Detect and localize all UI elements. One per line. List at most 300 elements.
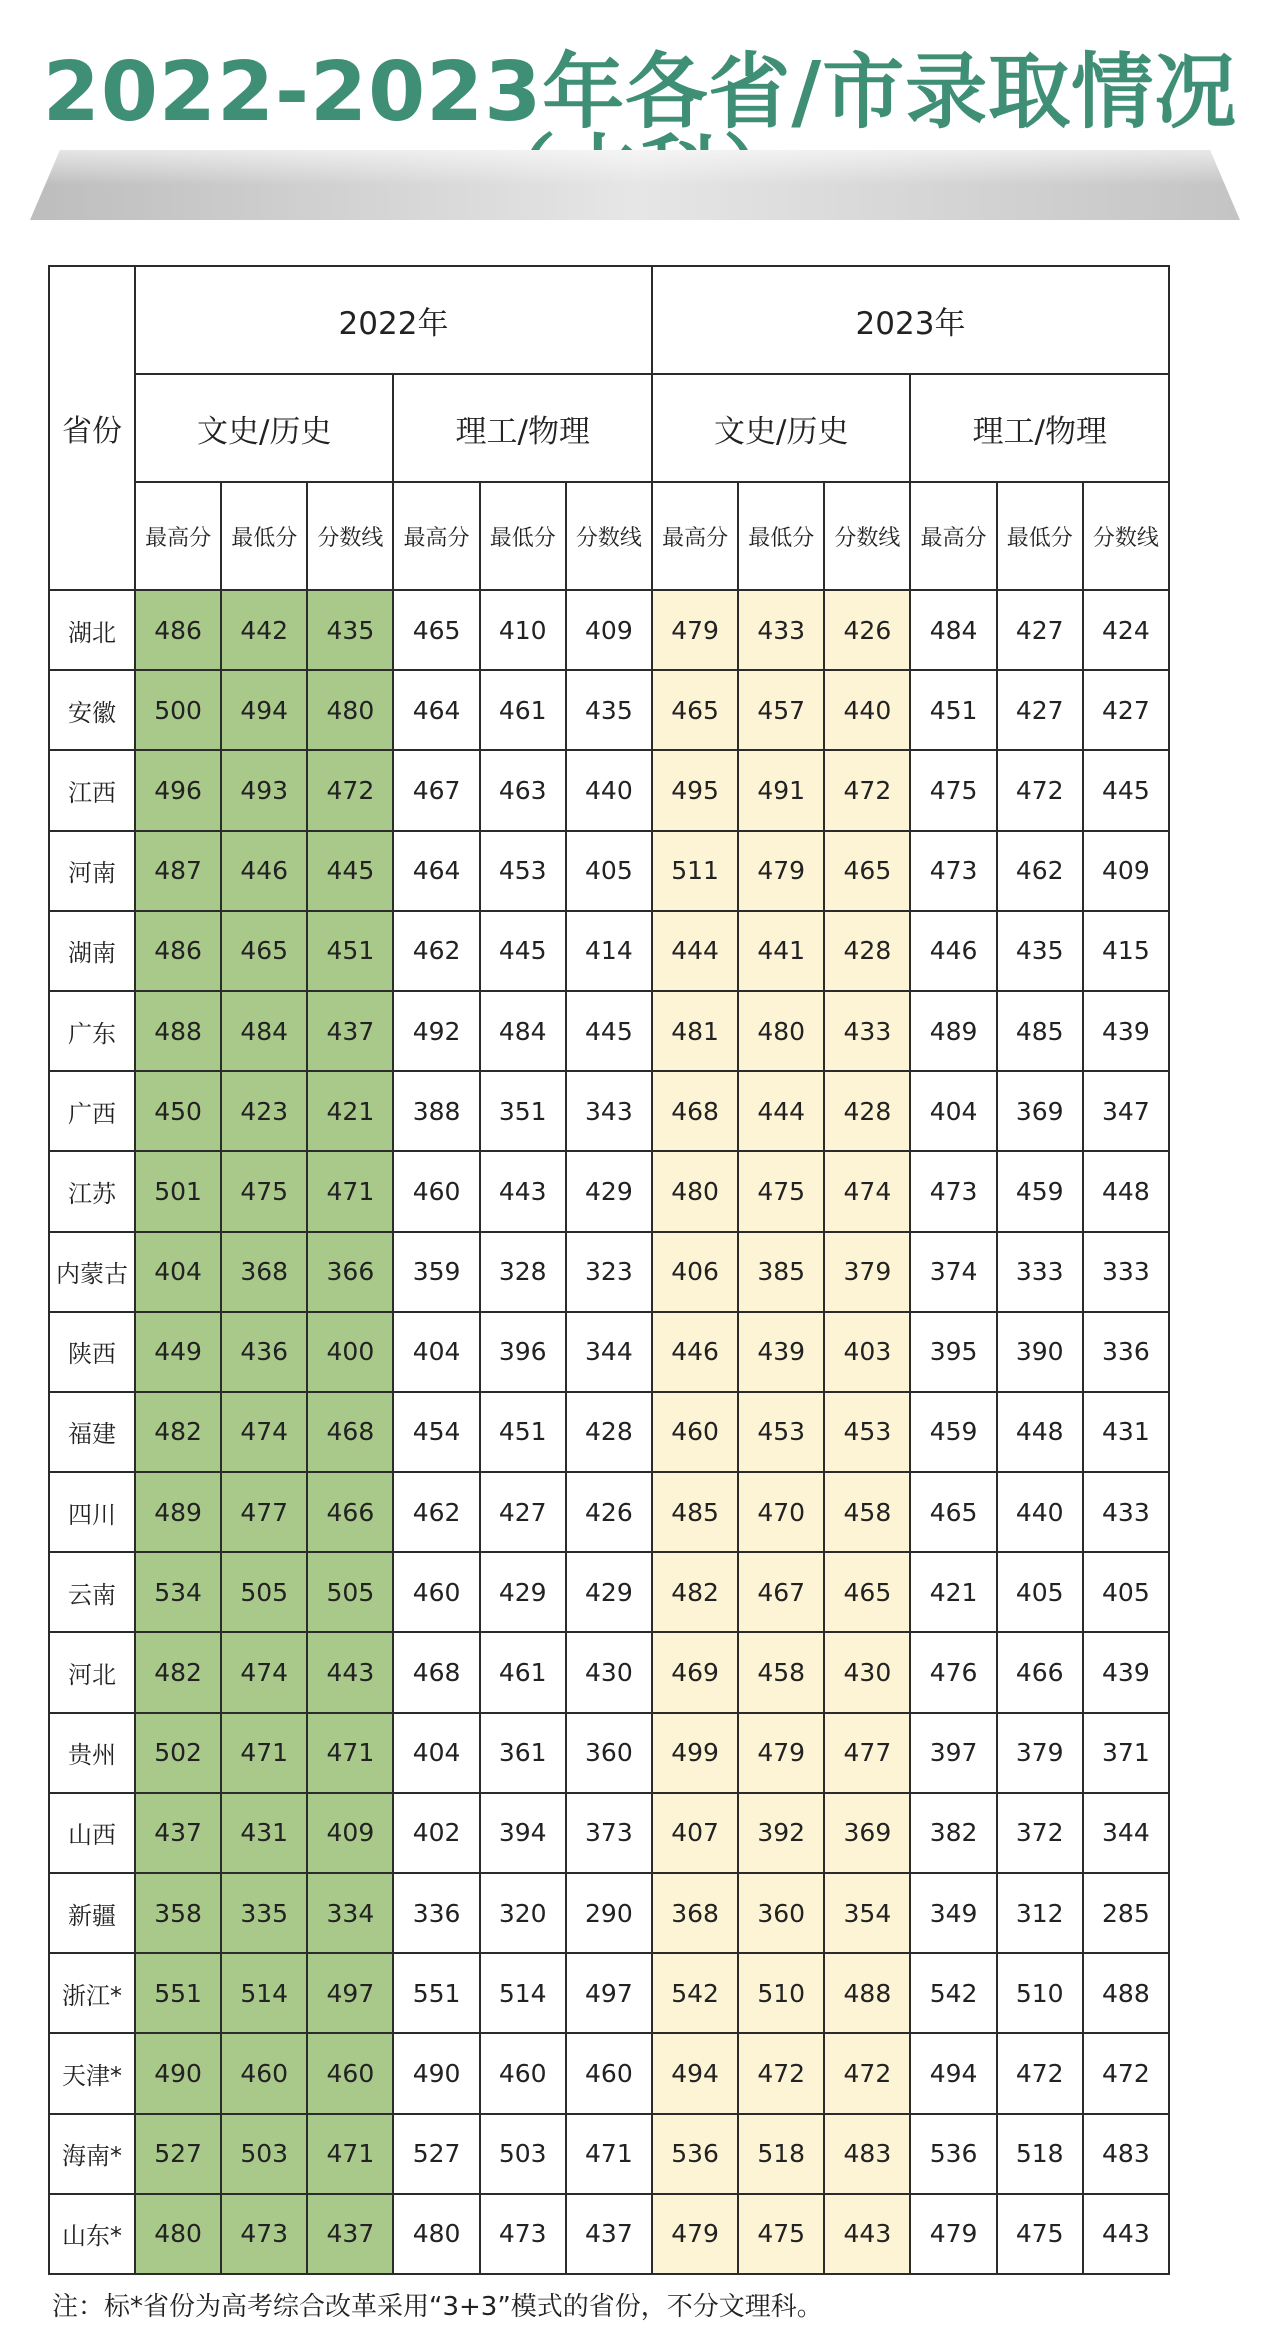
metric-header: 最高分 (393, 482, 479, 590)
score-cell: 358 (135, 1873, 221, 1953)
score-cell: 479 (738, 1713, 824, 1793)
score-cell: 470 (738, 1472, 824, 1552)
province-cell: 新疆 (49, 1873, 135, 1953)
score-cell: 491 (738, 750, 824, 830)
score-cell: 347 (1083, 1071, 1169, 1151)
table-row (49, 1232, 1169, 1312)
score-cell: 475 (738, 2194, 824, 2274)
score-cell: 423 (221, 1071, 307, 1151)
score-cell: 409 (1083, 831, 1169, 911)
score-cell: 485 (997, 991, 1083, 1071)
score-cell: 536 (652, 2114, 738, 2194)
score-cell: 440 (566, 750, 652, 830)
score-cell: 404 (393, 1312, 479, 1392)
table-row (49, 1472, 1169, 1552)
score-cell: 542 (652, 1953, 738, 2033)
score-cell: 404 (135, 1232, 221, 1312)
score-cell: 437 (135, 1793, 221, 1873)
admission-table (48, 265, 1170, 2275)
score-cell: 464 (393, 831, 479, 911)
score-cell: 479 (652, 590, 738, 670)
province-cell: 四川 (49, 1472, 135, 1552)
score-cell: 514 (480, 1953, 566, 2033)
table-row (49, 991, 1169, 1071)
score-cell: 372 (997, 1793, 1083, 1873)
province-header: 省份 (49, 266, 135, 590)
score-cell: 479 (652, 2194, 738, 2274)
score-cell: 474 (221, 1632, 307, 1712)
score-cell: 407 (652, 1793, 738, 1873)
score-cell: 439 (738, 1312, 824, 1392)
metric-header: 分数线 (566, 482, 652, 590)
track-header-science-2023: 理工/物理 (910, 374, 1169, 482)
score-cell: 373 (566, 1793, 652, 1873)
score-cell: 427 (480, 1472, 566, 1552)
score-cell: 474 (824, 1151, 910, 1231)
province-cell: 江苏 (49, 1151, 135, 1231)
year-header-2023: 2023年 (652, 266, 1169, 374)
table-row (49, 1552, 1169, 1632)
province-cell: 陕西 (49, 1312, 135, 1392)
metric-header: 最低分 (480, 482, 566, 590)
score-cell: 440 (824, 670, 910, 750)
score-cell: 490 (135, 2033, 221, 2113)
table-row (49, 1953, 1169, 2033)
table-row (49, 1312, 1169, 1392)
score-cell: 484 (221, 991, 307, 1071)
score-cell: 471 (307, 1713, 393, 1793)
score-cell: 379 (824, 1232, 910, 1312)
score-cell: 351 (480, 1071, 566, 1151)
score-cell: 403 (824, 1312, 910, 1392)
score-cell: 359 (393, 1232, 479, 1312)
score-cell: 458 (824, 1472, 910, 1552)
score-cell: 409 (566, 590, 652, 670)
score-cell: 428 (824, 911, 910, 991)
table-row (49, 1071, 1169, 1151)
score-cell: 472 (824, 2033, 910, 2113)
score-cell: 460 (393, 1151, 479, 1231)
table-row (49, 2033, 1169, 2113)
score-cell: 497 (307, 1953, 393, 2033)
score-cell: 472 (824, 750, 910, 830)
score-cell: 454 (393, 1392, 479, 1472)
score-cell: 430 (566, 1632, 652, 1712)
score-cell: 475 (738, 1151, 824, 1231)
score-cell: 427 (997, 670, 1083, 750)
metric-header: 分数线 (307, 482, 393, 590)
score-cell: 480 (738, 991, 824, 1071)
score-cell: 483 (1083, 2114, 1169, 2194)
score-cell: 468 (307, 1392, 393, 1472)
score-cell: 426 (566, 1472, 652, 1552)
province-cell: 浙江* (49, 1953, 135, 2033)
score-cell: 527 (135, 2114, 221, 2194)
score-cell: 453 (738, 1392, 824, 1472)
track-header-science-2022: 理工/物理 (393, 374, 652, 482)
score-cell: 480 (393, 2194, 479, 2274)
score-cell: 429 (566, 1552, 652, 1632)
footnote: 注：标*省份为高考综合改革采用“3+3”模式的省份，不分文理科。 (52, 2292, 823, 2322)
score-cell: 497 (566, 1953, 652, 2033)
score-cell: 462 (393, 911, 479, 991)
score-cell: 336 (393, 1873, 479, 1953)
score-cell: 395 (910, 1312, 996, 1392)
table-row (49, 1151, 1169, 1231)
score-cell: 435 (307, 590, 393, 670)
score-cell: 445 (566, 991, 652, 1071)
score-cell: 471 (307, 2114, 393, 2194)
track-header-arts-2023: 文史/历史 (652, 374, 910, 482)
table-row (49, 911, 1169, 991)
score-cell: 482 (652, 1552, 738, 1632)
province-cell: 天津* (49, 2033, 135, 2113)
score-cell: 433 (824, 991, 910, 1071)
score-cell: 458 (738, 1632, 824, 1712)
province-cell: 福建 (49, 1392, 135, 1472)
score-cell: 442 (221, 590, 307, 670)
score-cell: 410 (480, 590, 566, 670)
score-cell: 451 (910, 670, 996, 750)
score-cell: 476 (910, 1632, 996, 1712)
score-cell: 446 (652, 1312, 738, 1392)
score-cell: 453 (824, 1392, 910, 1472)
score-cell: 312 (997, 1873, 1083, 1953)
score-cell: 369 (997, 1071, 1083, 1151)
score-cell: 461 (480, 670, 566, 750)
score-cell: 433 (738, 590, 824, 670)
score-cell: 457 (738, 670, 824, 750)
score-cell: 477 (221, 1472, 307, 1552)
score-cell: 475 (221, 1151, 307, 1231)
score-cell: 344 (566, 1312, 652, 1392)
score-cell: 421 (307, 1071, 393, 1151)
province-cell: 湖南 (49, 911, 135, 991)
score-cell: 414 (566, 911, 652, 991)
score-cell: 460 (307, 2033, 393, 2113)
score-cell: 463 (480, 750, 566, 830)
score-cell: 437 (566, 2194, 652, 2274)
score-cell: 436 (221, 1312, 307, 1392)
score-cell: 402 (393, 1793, 479, 1873)
score-cell: 404 (910, 1071, 996, 1151)
score-cell: 424 (1083, 590, 1169, 670)
year-header-2022: 2022年 (135, 266, 652, 374)
score-cell: 465 (652, 670, 738, 750)
score-cell: 444 (738, 1071, 824, 1151)
metric-header: 最高分 (910, 482, 996, 590)
province-cell: 广东 (49, 991, 135, 1071)
score-cell: 459 (910, 1392, 996, 1472)
score-cell: 460 (221, 2033, 307, 2113)
score-cell: 489 (910, 991, 996, 1071)
province-cell: 海南* (49, 2114, 135, 2194)
score-cell: 371 (1083, 1713, 1169, 1793)
score-cell: 439 (1083, 1632, 1169, 1712)
title-ribbon (30, 150, 1240, 220)
score-cell: 482 (135, 1392, 221, 1472)
score-cell: 430 (824, 1632, 910, 1712)
page-title: 2022-2023年各省/市录取情况 (42, 45, 1238, 140)
score-cell: 464 (393, 670, 479, 750)
province-cell: 河北 (49, 1632, 135, 1712)
score-cell: 445 (480, 911, 566, 991)
score-cell: 551 (135, 1953, 221, 2033)
score-cell: 518 (738, 2114, 824, 2194)
score-cell: 335 (221, 1873, 307, 1953)
score-cell: 397 (910, 1713, 996, 1793)
score-cell: 360 (566, 1713, 652, 1793)
score-cell: 368 (652, 1873, 738, 1953)
score-cell: 431 (221, 1793, 307, 1873)
score-cell: 369 (824, 1793, 910, 1873)
score-cell: 431 (1083, 1392, 1169, 1472)
score-cell: 479 (738, 831, 824, 911)
score-cell: 487 (135, 831, 221, 911)
table-row (49, 1632, 1169, 1712)
track-header-arts-2022: 文史/历史 (135, 374, 393, 482)
score-cell: 465 (393, 590, 479, 670)
score-cell: 465 (221, 911, 307, 991)
score-cell: 366 (307, 1232, 393, 1312)
score-cell: 473 (910, 831, 996, 911)
score-cell: 473 (480, 2194, 566, 2274)
score-cell: 471 (307, 1151, 393, 1231)
score-cell: 501 (135, 1151, 221, 1231)
province-cell: 贵州 (49, 1713, 135, 1793)
score-cell: 437 (307, 991, 393, 1071)
metric-header: 最低分 (997, 482, 1083, 590)
score-cell: 349 (910, 1873, 996, 1953)
score-cell: 437 (307, 2194, 393, 2274)
score-cell: 390 (997, 1312, 1083, 1392)
score-cell: 451 (480, 1392, 566, 1472)
score-cell: 449 (135, 1312, 221, 1392)
table-row (49, 1392, 1169, 1472)
score-cell: 290 (566, 1873, 652, 1953)
province-cell: 云南 (49, 1552, 135, 1632)
score-cell: 460 (480, 2033, 566, 2113)
score-cell: 433 (1083, 1472, 1169, 1552)
score-cell: 461 (480, 1632, 566, 1712)
score-cell: 475 (997, 2194, 1083, 2274)
score-cell: 480 (652, 1151, 738, 1231)
province-cell: 广西 (49, 1071, 135, 1151)
score-cell: 503 (480, 2114, 566, 2194)
score-cell: 343 (566, 1071, 652, 1151)
score-cell: 472 (997, 750, 1083, 830)
score-cell: 502 (135, 1713, 221, 1793)
score-cell: 445 (1083, 750, 1169, 830)
score-cell: 483 (824, 2114, 910, 2194)
score-cell: 446 (910, 911, 996, 991)
score-cell: 469 (652, 1632, 738, 1712)
score-cell: 542 (910, 1953, 996, 2033)
score-cell: 473 (221, 2194, 307, 2274)
metric-header: 分数线 (1083, 482, 1169, 590)
score-cell: 446 (221, 831, 307, 911)
score-cell: 405 (566, 831, 652, 911)
score-cell: 484 (910, 590, 996, 670)
score-cell: 466 (307, 1472, 393, 1552)
score-cell: 500 (135, 670, 221, 750)
metric-header: 最低分 (221, 482, 307, 590)
score-cell: 361 (480, 1713, 566, 1793)
score-cell: 486 (135, 911, 221, 991)
score-cell: 466 (997, 1632, 1083, 1712)
score-cell: 336 (1083, 1312, 1169, 1392)
score-cell: 444 (652, 911, 738, 991)
score-cell: 495 (652, 750, 738, 830)
province-cell: 河南 (49, 831, 135, 911)
score-cell: 472 (1083, 2033, 1169, 2113)
score-cell: 496 (135, 750, 221, 830)
score-cell: 489 (135, 1472, 221, 1552)
score-cell: 465 (824, 831, 910, 911)
metric-header: 最高分 (652, 482, 738, 590)
score-cell: 344 (1083, 1793, 1169, 1873)
score-cell: 334 (307, 1873, 393, 1953)
score-cell: 471 (221, 1713, 307, 1793)
score-cell: 472 (738, 2033, 824, 2113)
score-cell: 445 (307, 831, 393, 911)
score-cell: 443 (480, 1151, 566, 1231)
score-cell: 409 (307, 1793, 393, 1873)
table-row (49, 2194, 1169, 2274)
score-cell: 488 (135, 991, 221, 1071)
score-cell: 472 (997, 2033, 1083, 2113)
score-cell: 462 (393, 1472, 479, 1552)
score-cell: 441 (738, 911, 824, 991)
score-cell: 488 (1083, 1953, 1169, 2033)
score-cell: 482 (135, 1632, 221, 1712)
score-cell: 465 (910, 1472, 996, 1552)
table-row (49, 1713, 1169, 1793)
score-cell: 333 (1083, 1232, 1169, 1312)
table-row (49, 831, 1169, 911)
table-row (49, 1793, 1169, 1873)
score-cell: 415 (1083, 911, 1169, 991)
score-cell: 551 (393, 1953, 479, 2033)
score-cell: 405 (1083, 1552, 1169, 1632)
table-row (49, 2114, 1169, 2194)
score-cell: 333 (997, 1232, 1083, 1312)
score-cell: 494 (221, 670, 307, 750)
score-cell: 462 (997, 831, 1083, 911)
metric-header: 最低分 (738, 482, 824, 590)
score-cell: 472 (307, 750, 393, 830)
score-cell: 360 (738, 1873, 824, 1953)
score-cell: 468 (652, 1071, 738, 1151)
score-cell: 450 (135, 1071, 221, 1151)
score-cell: 439 (1083, 991, 1169, 1071)
score-cell: 518 (997, 2114, 1083, 2194)
score-cell: 453 (480, 831, 566, 911)
score-cell: 374 (910, 1232, 996, 1312)
score-cell: 382 (910, 1793, 996, 1873)
score-cell: 475 (910, 750, 996, 830)
score-cell: 285 (1083, 1873, 1169, 1953)
province-cell: 安徽 (49, 670, 135, 750)
score-cell: 505 (221, 1552, 307, 1632)
score-cell: 481 (652, 991, 738, 1071)
score-cell: 400 (307, 1312, 393, 1392)
score-cell: 435 (997, 911, 1083, 991)
score-cell: 406 (652, 1232, 738, 1312)
score-cell: 485 (652, 1472, 738, 1552)
score-cell: 440 (997, 1472, 1083, 1552)
score-cell: 490 (393, 2033, 479, 2113)
score-cell: 486 (135, 590, 221, 670)
score-cell: 392 (738, 1793, 824, 1873)
score-cell: 328 (480, 1232, 566, 1312)
score-cell: 396 (480, 1312, 566, 1392)
score-cell: 494 (652, 2033, 738, 2113)
score-cell: 465 (824, 1552, 910, 1632)
score-cell: 429 (566, 1151, 652, 1231)
score-cell: 467 (738, 1552, 824, 1632)
score-cell: 404 (393, 1713, 479, 1793)
score-cell: 323 (566, 1232, 652, 1312)
score-cell: 421 (910, 1552, 996, 1632)
score-cell: 405 (997, 1552, 1083, 1632)
score-cell: 426 (824, 590, 910, 670)
score-cell: 510 (997, 1953, 1083, 2033)
score-cell: 477 (824, 1713, 910, 1793)
province-cell: 湖北 (49, 590, 135, 670)
province-cell: 内蒙古 (49, 1232, 135, 1312)
metric-header: 分数线 (824, 482, 910, 590)
score-cell: 448 (997, 1392, 1083, 1472)
province-cell: 山西 (49, 1793, 135, 1873)
score-cell: 510 (738, 1953, 824, 2033)
table-row (49, 1873, 1169, 1953)
score-cell: 499 (652, 1713, 738, 1793)
score-cell: 394 (480, 1793, 566, 1873)
score-cell: 427 (1083, 670, 1169, 750)
score-cell: 448 (1083, 1151, 1169, 1231)
score-cell: 511 (652, 831, 738, 911)
score-cell: 385 (738, 1232, 824, 1312)
province-cell: 山东* (49, 2194, 135, 2274)
score-cell: 443 (824, 2194, 910, 2274)
score-cell: 459 (997, 1151, 1083, 1231)
score-cell: 443 (307, 1632, 393, 1712)
province-cell: 江西 (49, 750, 135, 830)
score-cell: 460 (393, 1552, 479, 1632)
score-cell: 536 (910, 2114, 996, 2194)
score-cell: 429 (480, 1552, 566, 1632)
score-cell: 480 (307, 670, 393, 750)
score-cell: 527 (393, 2114, 479, 2194)
table-row (49, 590, 1169, 670)
score-cell: 354 (824, 1873, 910, 1953)
score-cell: 451 (307, 911, 393, 991)
score-cell: 505 (307, 1552, 393, 1632)
score-cell: 503 (221, 2114, 307, 2194)
score-cell: 460 (566, 2033, 652, 2113)
table-row (49, 750, 1169, 830)
score-cell: 484 (480, 991, 566, 1071)
score-cell: 492 (393, 991, 479, 1071)
score-cell: 435 (566, 670, 652, 750)
score-cell: 428 (824, 1071, 910, 1151)
score-cell: 428 (566, 1392, 652, 1472)
score-cell: 514 (221, 1953, 307, 2033)
score-cell: 473 (910, 1151, 996, 1231)
score-cell: 534 (135, 1552, 221, 1632)
score-cell: 379 (997, 1713, 1083, 1793)
